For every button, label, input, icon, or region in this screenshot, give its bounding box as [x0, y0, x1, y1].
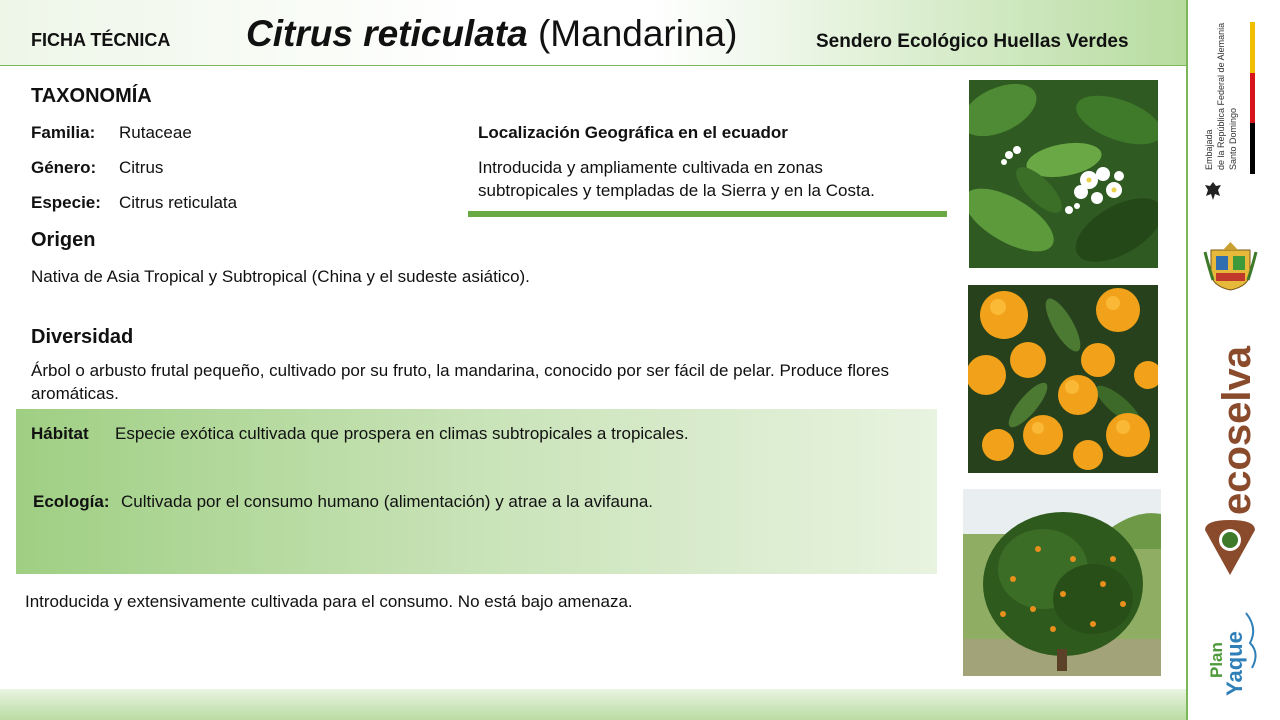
genus-value: Citrus	[119, 158, 164, 177]
header-bar	[0, 0, 1186, 66]
location-text: Introducida y ampliamente cultivada en zonas subtropicales y templadas de la Sierra y en la Costa.	[478, 158, 875, 200]
page-title	[246, 13, 737, 55]
embassy-line-3: Santo Domingo	[1228, 107, 1238, 170]
origin-heading: Origen	[31, 229, 96, 251]
family-value: Rutaceae	[119, 123, 192, 142]
german-flag-stripe	[1250, 22, 1255, 174]
ecoselva-logo	[1200, 325, 1260, 580]
genus-label: Género:	[31, 158, 97, 177]
species-value: Citrus reticulata	[119, 193, 238, 212]
embassy-line-2: de la República Federal de Alemania	[1216, 22, 1226, 170]
trail-name: Sendero Ecológico Huellas Verdes	[816, 31, 1129, 52]
ecoselva-wordmark: ecoselva	[1215, 345, 1259, 515]
common-name: (Mandarina)	[527, 13, 738, 54]
origin-text: Nativa de Asia Tropical y Subtropical (China y el sudeste asiático).	[31, 267, 530, 286]
habitat-label: Hábitat	[31, 424, 89, 443]
species-label: Especie:	[31, 193, 101, 212]
family-label: Familia:	[31, 123, 96, 142]
document-type-label: FICHA TÉCNICA	[31, 30, 171, 50]
embassy-text	[1196, 20, 1256, 170]
fruits-photo	[968, 285, 1158, 473]
species-name: Citrus reticulata	[246, 13, 528, 54]
plan-yaque-logo	[1200, 608, 1265, 698]
tree-photo	[963, 489, 1161, 676]
plan-wordmark: Plan	[1207, 642, 1226, 678]
yaque-wordmark: Yaque	[1222, 631, 1247, 696]
footer-bar	[0, 689, 1186, 720]
taxonomy-heading: TAXONOMÍA	[31, 85, 152, 107]
eagle-icon	[1203, 180, 1223, 202]
habitat-text: Especie exótica cultivada que prospera en climas subtropicales a tropicales.	[115, 424, 689, 443]
diversity-text: Árbol o arbusto frutal pequeño, cultivado por su fruto, la mandarina, conocido por ser fácil de pelar. Produce flores aromáticas.	[31, 361, 890, 403]
ecology-label: Ecología:	[33, 492, 110, 511]
embassy-line-1: Embajada	[1204, 129, 1214, 170]
location-heading: Localización Geográfica en el ecuador	[478, 123, 788, 142]
diversity-heading: Diversidad	[31, 326, 134, 348]
flowers-photo	[969, 80, 1158, 268]
coat-of-arms-icon	[1203, 240, 1258, 292]
conservation-text: Introducida y extensivamente cultivada para el consumo. No está bajo amenaza.	[25, 592, 633, 611]
ecology-text: Cultivada por el consumo humano (alimentación) y atrae a la avifauna.	[121, 492, 654, 511]
location-underline	[468, 211, 947, 217]
